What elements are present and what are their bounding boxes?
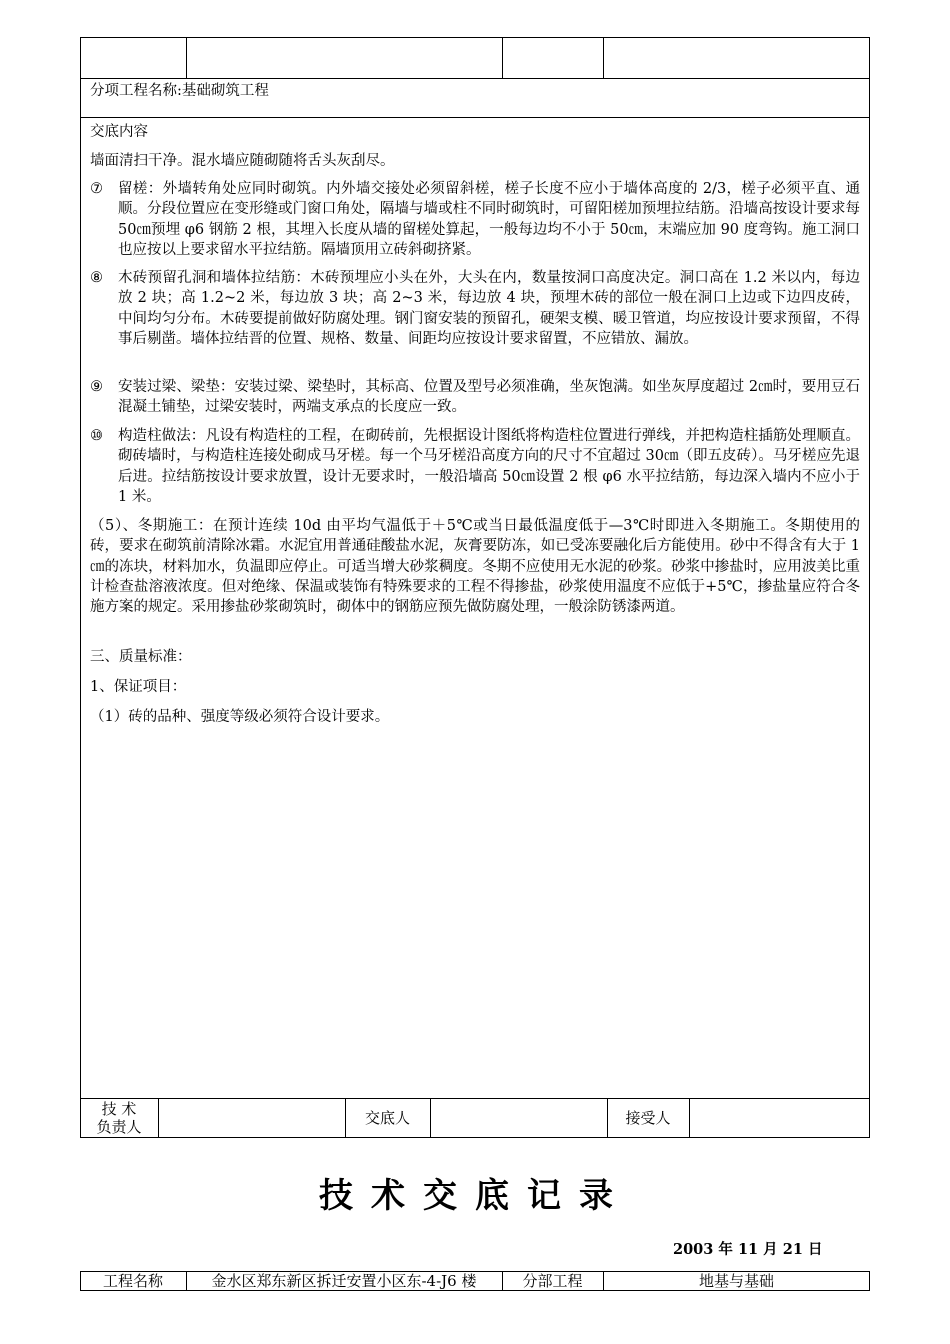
tech-lead-label-line-2: 负责人 bbox=[96, 1118, 142, 1136]
receiver-label: 接受人 bbox=[625, 1109, 671, 1127]
header-cell-divider-2 bbox=[502, 37, 503, 78]
winter-construction-paragraph: （5）、冬期施工：在预计连续 10d 由平均气温低于＋5℃或当日最低温度低于—3℃时即进入冬期施工。冬期使用的砖，要求在砌筑前清除冰霜。水泥宜用普通硅酸盐水泥，灰膏要防冻，如已受冻要融化后方能使用。砂中不得含有大于 1㎝的冻块，材料加水，负温即应停止。可适当增大砂浆稠度。冬期不应使用无水泥的砂浆。砂浆中掺盐时，应用波美比重计检查盐溶液浓度。但对绝缘、保温或装饰有特殊要求的工程不得掺盐，砂浆使用温度不应低于+5℃，掺盐量应符合冬施方案的规定。采用掺盐砂浆砌筑时，砌体中的钢筋应预先做防腐处理，一般涂防锈漆两道。 bbox=[90, 518, 860, 616]
signature-divider-5 bbox=[689, 1098, 690, 1138]
item-text: 构造柱做法：凡设有构造柱的工程，在砌砖前，先根据设计图纸将构造柱位置进行弹线，并把构造柱插筋处理顺直。砌砖墙时，与构造柱连接处砌成马牙槎。每一个马牙槎沿高度方向的尺寸不宜超过 30㎝（即五皮砖）。马牙槎应先退后进。拉结筋按设计要求放置，设计无要求时，一般沿墙高 50㎝设置 2 根 φ6 水平拉结筋，每边深入墙内不应小于 1 米。 bbox=[118, 428, 860, 505]
item-9 bbox=[90, 377, 860, 418]
tech-lead-label-line-1: 技 术 bbox=[101, 1100, 137, 1118]
header-row-divider bbox=[80, 78, 870, 79]
header-cell-divider-3 bbox=[603, 37, 604, 78]
intro-paragraph: 墙面清扫干净。混水墙应随砌随将舌头灰刮尽。 bbox=[90, 153, 395, 169]
sub-project-label: 分项工程名称: bbox=[90, 83, 182, 99]
signature-row-divider bbox=[80, 1098, 870, 1099]
discloser-label: 交底人 bbox=[364, 1109, 410, 1127]
content-label: 交底内容 bbox=[90, 124, 148, 140]
item-number: ⑩ bbox=[90, 428, 103, 444]
quality-standard-heading: 三、质量标准： bbox=[90, 649, 192, 665]
item-number: ⑦ bbox=[90, 181, 103, 197]
project-name-value: 金水区郑东新区拆迁安置小区东-4-J6 楼 bbox=[211, 1272, 477, 1290]
item-text: 木砖预留孔洞和墙体拉结筋：木砖预埋应小头在外，大头在内，数量按洞口高度决定。洞口高在 1.2 米以内，每边放 2 块；高 1.2~2 米，每边放 3 块；高 2~3 米，每边放 4 块，预埋木砖的部位一般在洞口上边或下边四皮砖，中间均匀分布。木砖要提前做好防腐处理。钢门窗安装的预留孔，硬架支模、暖卫管道，均应按设计要求预留，不得事后剔凿。墙体拉结晋的位置、规格、数量、间距均应按设计要求留置，不应错放、漏放。 bbox=[118, 270, 860, 347]
header-cell-divider-1 bbox=[186, 37, 187, 78]
guarantee-item-1: （1）砖的品种、强度等级必须符合设计要求。 bbox=[90, 709, 390, 725]
record-date: 2003 年 11 月 21 日 bbox=[673, 1241, 823, 1258]
division-label: 分部工程 bbox=[522, 1272, 583, 1290]
item-10 bbox=[90, 426, 860, 507]
sub-project-row-divider bbox=[80, 117, 870, 118]
division-value: 地基与基础 bbox=[698, 1272, 774, 1290]
signature-divider-1 bbox=[158, 1098, 159, 1138]
signature-divider-3 bbox=[430, 1098, 431, 1138]
item-number: ⑧ bbox=[90, 270, 103, 286]
guarantee-items-heading: 1、保证项目： bbox=[90, 679, 187, 695]
page-title: 技术交底记录 bbox=[319, 1176, 631, 1216]
item-text: 安装过梁、梁垫：安装过梁、梁垫时，其标高、位置及型号必须准确，坐灰饱满。如坐灰厚度超过 2㎝时，要用豆石混凝土铺垫，过梁安装时，两端支承点的长度应一致。 bbox=[118, 379, 860, 416]
sub-project-name bbox=[90, 81, 269, 101]
sub-project-value: 基础砌筑工程 bbox=[181, 83, 269, 99]
project-name-label: 工程名称 bbox=[102, 1272, 163, 1290]
item-8 bbox=[90, 268, 860, 349]
item-text: 留槎：外墙转角处应同时砌筑。内外墙交接处必须留斜槎，槎子长度不应小于墙体高度的 2/3，槎子必须平直、通顺。分段位置应在变形缝或门窗口角处，隔墙与墙或柱不同时砌筑时，可留阳槎加预埋拉结筋。沿墙高按设计要求每 50㎝预埋 φ6 钢筋 2 根，其埋入长度从墙的留槎处算起，一般每边均不小于 50㎝，末端应加 90 度弯钩。施工洞口也应按以上要求留水平拉结筋。隔墙顶用立砖斜砌挤紧。 bbox=[118, 181, 860, 258]
item-number: ⑨ bbox=[90, 379, 103, 395]
item-7 bbox=[90, 179, 860, 260]
tech-lead-label bbox=[80, 1100, 158, 1136]
